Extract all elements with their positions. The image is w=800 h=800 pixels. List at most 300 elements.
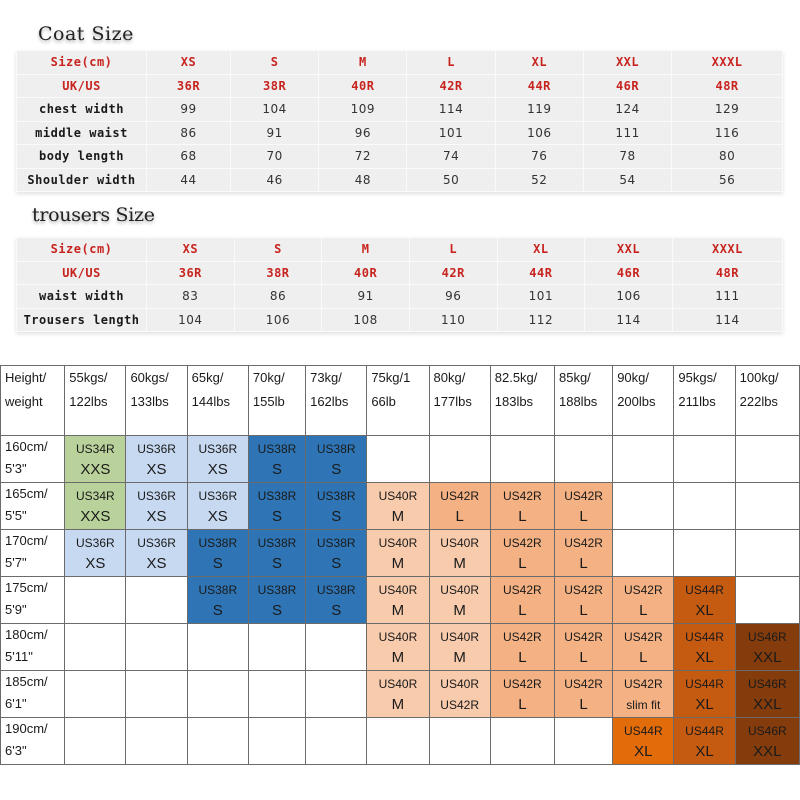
weight-label-line: 177lbs: [433, 394, 472, 409]
trousers-size-cell: 111: [672, 285, 782, 309]
trousers-row-label: Size(cm): [17, 238, 147, 262]
coat-size-cell: 114: [407, 98, 495, 122]
letter-size: L: [639, 649, 648, 666]
coat-size-cell: 91: [231, 121, 319, 145]
coat-size-cell: 78: [583, 145, 671, 169]
height-label-line: 5'5": [5, 508, 27, 523]
letter-size: XL: [634, 743, 653, 760]
size-fit-cell: [248, 577, 305, 624]
size-fit-cell: [613, 577, 674, 624]
empty-fit-cell: [187, 718, 248, 765]
letter-size: US42R: [440, 698, 479, 712]
height-label-line: 5'3": [5, 461, 27, 476]
height-header: [1, 718, 65, 765]
us-size-code: US42R: [564, 677, 603, 691]
letter-size: L: [518, 649, 527, 666]
weight-header: [613, 366, 674, 436]
empty-fit-cell: [367, 436, 429, 483]
size-fit-cell: [126, 436, 187, 483]
coat-row-label: chest width: [17, 98, 147, 122]
letter-size: M: [391, 508, 405, 525]
coat-size-row: [17, 168, 783, 192]
empty-fit-cell: [735, 483, 799, 530]
fit-row: [1, 671, 800, 718]
coat-size-cell: 80: [672, 145, 783, 169]
size-fit-cell: [674, 718, 735, 765]
letter-size: S: [271, 555, 282, 572]
weight-label-line: 60kgs/: [130, 370, 169, 385]
weight-header: [248, 366, 305, 436]
coat-size-cell: 76: [495, 145, 583, 169]
weight-label-line: 200lbs: [617, 394, 656, 409]
trousers-size-cell: 83: [147, 285, 235, 309]
empty-fit-cell: [429, 436, 490, 483]
size-fit-cell: [65, 530, 126, 577]
us-size-code: US42R: [623, 630, 663, 644]
coat-size-cell: 109: [319, 98, 407, 122]
weight-label-line: 188lbs: [558, 394, 598, 409]
letter-size: XS: [85, 555, 106, 572]
size-fit-cell: [613, 671, 674, 718]
weight-header: [554, 366, 612, 436]
letter-size: S: [271, 602, 282, 619]
empty-fit-cell: [126, 671, 187, 718]
trousers-size-cell: 48R: [672, 261, 782, 285]
empty-fit-cell: [490, 718, 554, 765]
trousers-size-cell: M: [322, 238, 410, 262]
trousers-size-cell: 44R: [497, 261, 585, 285]
size-fit-cell: [65, 436, 126, 483]
coat-size-cell: 54: [583, 168, 671, 192]
empty-fit-cell: [674, 436, 735, 483]
weight-label-line: 183lbs: [494, 394, 534, 409]
us-size-code: US42R: [564, 489, 603, 503]
height-header: [1, 436, 65, 483]
coat-size-cell: 99: [147, 98, 231, 122]
us-size-code: US42R: [440, 489, 479, 503]
empty-fit-cell: [554, 436, 612, 483]
us-size-code: US38R: [316, 442, 356, 456]
weight-header: [490, 366, 554, 436]
weight-header: [187, 366, 248, 436]
trousers-size-table: [16, 237, 783, 332]
empty-fit-cell: [554, 718, 612, 765]
trousers-size-cell: 112: [497, 308, 585, 332]
coat-size-title: Coat Size: [38, 23, 134, 45]
coat-size-cell: 72: [319, 145, 407, 169]
size-fit-cell: [429, 483, 490, 530]
trousers-size-cell: 110: [409, 308, 497, 332]
letter-size: M: [453, 555, 466, 572]
size-fit-cell: [735, 671, 799, 718]
empty-fit-cell: [306, 624, 367, 671]
coat-size-cell: XS: [147, 51, 231, 75]
height-label-line: 6'1": [5, 696, 27, 711]
letter-size: L: [518, 555, 527, 572]
size-fit-cell: [248, 483, 305, 530]
letter-size: XL: [695, 743, 714, 760]
weight-label-line: 70kg/: [252, 370, 285, 385]
us-size-code: US44R: [685, 630, 724, 644]
empty-fit-cell: [248, 718, 305, 765]
height-label-line: 5'7": [5, 555, 27, 570]
coat-size-cell: 56: [672, 168, 783, 192]
us-size-code: US44R: [685, 583, 724, 597]
letter-size: S: [331, 461, 342, 478]
height-label-line: 165cm/: [5, 486, 48, 501]
us-size-code: US42R: [623, 677, 663, 691]
trousers-size-cell: 40R: [322, 261, 410, 285]
coat-size-cell: 116: [672, 121, 783, 145]
us-size-code: US38R: [257, 442, 297, 456]
us-size-code: US40R: [440, 630, 479, 644]
height-label-line: 5'9": [5, 602, 27, 617]
empty-fit-cell: [65, 718, 126, 765]
letter-size: XS: [146, 461, 167, 478]
us-size-code: US36R: [137, 442, 176, 456]
coat-size-cell: 74: [407, 145, 495, 169]
trousers-size-cell: 42R: [409, 261, 497, 285]
coat-size-cell: 42R: [407, 74, 495, 98]
us-size-code: US36R: [198, 442, 238, 456]
coat-size-cell: 111: [583, 121, 671, 145]
height-header: [1, 530, 65, 577]
fit-row: [1, 624, 800, 671]
us-size-code: US46R: [747, 677, 787, 691]
weight-label-line: 95kgs/: [678, 370, 717, 385]
trousers-size-cell: S: [234, 238, 322, 262]
trousers-size-cell: 96: [409, 285, 497, 309]
trousers-size-cell: XXXL: [672, 238, 782, 262]
empty-fit-cell: [613, 530, 674, 577]
size-fit-cell: [490, 577, 554, 624]
coat-size-row: [17, 51, 783, 75]
us-size-code: US42R: [564, 583, 603, 597]
us-size-code: US40R: [440, 583, 479, 597]
fit-corner-header: [1, 366, 65, 436]
us-size-code: US40R: [440, 677, 479, 691]
trousers-size-cell: 101: [497, 285, 585, 309]
height-label-line: 5'11": [5, 649, 33, 664]
coat-row-label: UK/US: [17, 74, 147, 98]
letter-size: L: [518, 696, 527, 713]
us-size-code: US34R: [76, 442, 115, 456]
coat-size-cell: 40R: [319, 74, 407, 98]
size-fit-cell: [674, 577, 735, 624]
us-size-code: US40R: [378, 489, 418, 503]
coat-size-row: [17, 145, 783, 169]
coat-size-cell: S: [231, 51, 319, 75]
empty-fit-cell: [490, 436, 554, 483]
size-fit-cell: [735, 624, 799, 671]
empty-fit-cell: [674, 483, 735, 530]
empty-fit-cell: [126, 624, 187, 671]
weight-label-line: 85kg/: [558, 370, 591, 385]
letter-size: XS: [146, 555, 167, 572]
empty-fit-cell: [613, 483, 674, 530]
trousers-size-cell: 36R: [147, 261, 235, 285]
size-fit-cell: [490, 483, 554, 530]
size-fit-cell: [187, 530, 248, 577]
weight-label-line: 222lbs: [739, 394, 778, 409]
size-fit-cell: [554, 624, 612, 671]
height-label-line: 185cm/: [5, 674, 48, 689]
weight-header: [367, 366, 429, 436]
letter-size: M: [391, 555, 405, 572]
us-size-code: US46R: [747, 724, 787, 738]
coat-row-label: Shoulder width: [17, 168, 147, 192]
coat-size-cell: XXL: [583, 51, 671, 75]
trousers-size-cell: 104: [147, 308, 235, 332]
coat-size-cell: 44: [147, 168, 231, 192]
coat-size-cell: 119: [495, 98, 583, 122]
letter-size: XXS: [80, 461, 111, 478]
us-size-code: US40R: [440, 536, 479, 550]
us-size-code: US40R: [378, 536, 418, 550]
size-fit-cell: [429, 624, 490, 671]
size-fit-cell: [554, 530, 612, 577]
size-fit-cell: [367, 624, 429, 671]
trousers-size-cell: 46R: [585, 261, 673, 285]
coat-size-cell: 129: [672, 98, 783, 122]
height-weight-fit-chart: [0, 365, 800, 765]
weight-header: [306, 366, 367, 436]
empty-fit-cell: [65, 577, 126, 624]
coat-size-cell: 96: [319, 121, 407, 145]
weight-label-line: 122lbs: [69, 394, 108, 409]
empty-fit-cell: [126, 577, 187, 624]
us-size-code: US42R: [503, 630, 542, 644]
us-size-code: US36R: [76, 536, 115, 550]
letter-size: XXL: [753, 743, 782, 760]
letter-size: L: [579, 555, 588, 572]
letter-size: XL: [695, 649, 714, 666]
coat-size-cell: M: [319, 51, 407, 75]
coat-size-cell: 50: [407, 168, 495, 192]
letter-size: XL: [695, 602, 714, 619]
size-fit-cell: [367, 577, 429, 624]
size-fit-cell: [429, 577, 490, 624]
size-fit-cell: [554, 671, 612, 718]
coat-size-row: [17, 74, 783, 98]
letter-size: L: [579, 696, 588, 713]
coat-size-cell: XXXL: [672, 51, 783, 75]
weight-label-line: 80kg/: [433, 370, 466, 385]
empty-fit-cell: [674, 530, 735, 577]
trousers-size-cell: 86: [234, 285, 322, 309]
empty-fit-cell: [65, 671, 126, 718]
height-label-line: 180cm/: [5, 627, 48, 642]
coat-size-row: [17, 121, 783, 145]
weight-label-line: 144lbs: [191, 394, 230, 409]
us-size-code: US38R: [316, 583, 356, 597]
coat-size-cell: 101: [407, 121, 495, 145]
letter-size: S: [331, 555, 342, 572]
weight-header: [674, 366, 735, 436]
letter-size: L: [518, 508, 527, 525]
trousers-size-cell: 106: [585, 285, 673, 309]
size-fit-cell: [306, 483, 367, 530]
weight-label-line: 133lbs: [130, 394, 169, 409]
us-size-code: US36R: [137, 536, 176, 550]
trousers-size-cell: 106: [234, 308, 322, 332]
us-size-code: US34R: [76, 489, 115, 503]
size-fit-cell: [490, 624, 554, 671]
weight-header: [429, 366, 490, 436]
corner-label-line: weight: [5, 394, 43, 409]
size-fit-cell: [126, 483, 187, 530]
empty-fit-cell: [126, 718, 187, 765]
size-fit-cell: [613, 718, 674, 765]
coat-size-cell: 46: [231, 168, 319, 192]
corner-label-line: Height/: [5, 370, 47, 385]
size-fit-cell: [126, 530, 187, 577]
letter-size: S: [331, 508, 342, 525]
empty-fit-cell: [306, 671, 367, 718]
letter-size: M: [391, 649, 405, 666]
us-size-code: US42R: [623, 583, 663, 597]
trousers-size-cell: XXL: [585, 238, 673, 262]
letter-size: slim fit: [626, 698, 661, 712]
height-label-line: 6'3": [5, 743, 27, 758]
us-size-code: US38R: [257, 536, 297, 550]
weight-label-line: 90kg/: [617, 370, 649, 385]
size-fit-cell: [554, 577, 612, 624]
height-label-line: 170cm/: [5, 533, 48, 548]
empty-fit-cell: [65, 624, 126, 671]
us-size-code: US40R: [378, 583, 418, 597]
size-fit-cell: [367, 530, 429, 577]
us-size-code: US38R: [198, 536, 238, 550]
us-size-code: US38R: [198, 583, 238, 597]
empty-fit-cell: [613, 436, 674, 483]
us-size-code: US38R: [257, 583, 297, 597]
coat-row-label: middle waist: [17, 121, 147, 145]
size-fit-cell: [429, 671, 490, 718]
us-size-code: US44R: [685, 724, 724, 738]
trousers-size-row: [17, 238, 783, 262]
size-fit-cell: [306, 577, 367, 624]
trousers-size-cell: L: [409, 238, 497, 262]
fit-row: [1, 483, 800, 530]
empty-fit-cell: [187, 671, 248, 718]
trousers-size-row: [17, 308, 783, 332]
weight-label-line: 66lb: [371, 394, 396, 409]
letter-size: L: [639, 602, 648, 619]
height-header: [1, 624, 65, 671]
size-fit-cell: [367, 483, 429, 530]
size-fit-cell: [490, 671, 554, 718]
size-fit-cell: [306, 530, 367, 577]
trousers-size-cell: 114: [672, 308, 782, 332]
size-fit-cell: [306, 436, 367, 483]
empty-fit-cell: [735, 436, 799, 483]
letter-size: L: [579, 649, 588, 666]
trousers-size-cell: XS: [147, 238, 235, 262]
trousers-row-label: waist width: [17, 285, 147, 309]
height-label-line: 190cm/: [5, 721, 48, 736]
trousers-size-row: [17, 261, 783, 285]
fit-row: [1, 718, 800, 765]
size-fit-cell: [674, 624, 735, 671]
letter-size: L: [579, 602, 588, 619]
coat-row-label: body length: [17, 145, 147, 169]
coat-size-cell: 46R: [583, 74, 671, 98]
us-size-code: US42R: [503, 583, 542, 597]
empty-fit-cell: [248, 671, 305, 718]
us-size-code: US38R: [316, 536, 356, 550]
coat-size-cell: 68: [147, 145, 231, 169]
weight-header: [65, 366, 126, 436]
us-size-code: US40R: [378, 630, 418, 644]
letter-size: M: [391, 602, 405, 619]
coat-size-row: [17, 98, 783, 122]
letter-size: S: [271, 461, 282, 478]
coat-size-cell: 70: [231, 145, 319, 169]
weight-label-line: 162lbs: [310, 394, 349, 409]
letter-size: XS: [207, 508, 228, 525]
size-fit-cell: [65, 483, 126, 530]
height-label-line: 175cm/: [5, 580, 48, 595]
us-size-code: US42R: [503, 536, 542, 550]
us-size-code: US42R: [564, 536, 603, 550]
height-header: [1, 483, 65, 530]
coat-size-cell: 48: [319, 168, 407, 192]
coat-size-cell: 38R: [231, 74, 319, 98]
letter-size: M: [453, 649, 466, 666]
trousers-size-title: trousers Size: [32, 204, 155, 226]
us-size-code: US36R: [137, 489, 176, 503]
coat-size-cell: 106: [495, 121, 583, 145]
trousers-size-cell: 108: [322, 308, 410, 332]
us-size-code: US38R: [316, 489, 356, 503]
fit-row: [1, 436, 800, 483]
size-fit-cell: [187, 436, 248, 483]
weight-label-line: 82.5kg/: [494, 370, 538, 385]
us-size-code: US40R: [378, 677, 418, 691]
size-fit-cell: [187, 577, 248, 624]
size-fit-cell: [554, 483, 612, 530]
letter-size: S: [271, 508, 282, 525]
letter-size: M: [391, 696, 405, 713]
letter-size: S: [212, 555, 223, 572]
trousers-size-cell: XL: [497, 238, 585, 262]
weight-label-line: 65kg/: [191, 370, 224, 385]
weight-label-line: 75kg/1: [371, 370, 411, 385]
size-fit-cell: [613, 624, 674, 671]
us-size-code: US42R: [503, 489, 542, 503]
coat-size-cell: 36R: [147, 74, 231, 98]
fit-row: [1, 530, 800, 577]
letter-size: XS: [207, 461, 228, 478]
letter-size: S: [212, 602, 223, 619]
trousers-row-label: UK/US: [17, 261, 147, 285]
coat-size-cell: 124: [583, 98, 671, 122]
us-size-code: US42R: [503, 677, 542, 691]
size-fit-cell: [429, 530, 490, 577]
coat-size-cell: 104: [231, 98, 319, 122]
us-size-code: US44R: [623, 724, 663, 738]
size-fit-cell: [187, 483, 248, 530]
trousers-size-row: [17, 285, 783, 309]
weight-label-line: 211lbs: [678, 394, 716, 409]
letter-size: L: [518, 602, 527, 619]
us-size-code: US38R: [257, 489, 297, 503]
weight-label-line: 73kg/: [310, 370, 342, 385]
empty-fit-cell: [735, 577, 799, 624]
coat-size-cell: L: [407, 51, 495, 75]
trousers-size-cell: 114: [585, 308, 673, 332]
